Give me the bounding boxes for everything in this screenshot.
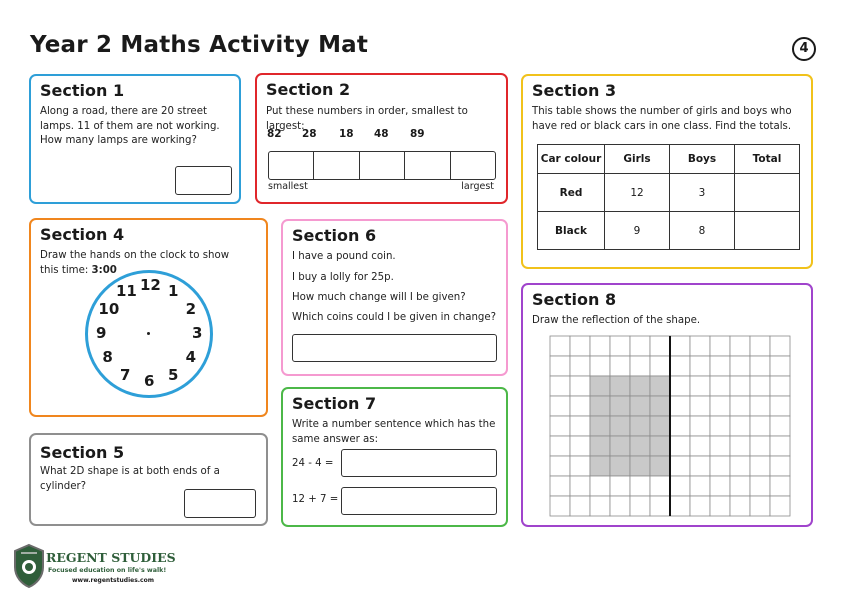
grid-cell[interactable]	[750, 436, 770, 456]
grid-cell[interactable]	[670, 356, 690, 376]
grid-cell[interactable]	[630, 476, 650, 496]
shaded-grid-cell[interactable]	[630, 456, 650, 476]
table-cell: 12	[605, 174, 670, 212]
shaded-grid-cell[interactable]	[650, 416, 670, 436]
grid-cell[interactable]	[650, 496, 670, 516]
shaded-grid-cell[interactable]	[610, 396, 630, 416]
section-5-heading: Section 5	[40, 443, 125, 462]
section-7-heading: Section 7	[292, 394, 377, 413]
grid-cell[interactable]	[690, 456, 710, 476]
grid-cell[interactable]	[550, 416, 570, 436]
shaded-grid-cell[interactable]	[630, 436, 650, 456]
grid-cell[interactable]	[730, 396, 750, 416]
grid-cell[interactable]	[690, 356, 710, 376]
grid-cell[interactable]	[570, 476, 590, 496]
grid-cell[interactable]	[570, 376, 590, 396]
table-cell: 9	[605, 212, 670, 250]
ordering-answer-cell[interactable]	[405, 152, 450, 179]
section-4-heading: Section 4	[40, 225, 125, 244]
grid-cell[interactable]	[570, 496, 590, 516]
grid-cell[interactable]	[750, 336, 770, 356]
section-1-question: Along a road, there are 20 street lamps. 11 of them are not working. How many lamps are working?	[40, 106, 220, 146]
shaded-grid-cell[interactable]	[650, 456, 670, 476]
section-1-answer-box[interactable]	[175, 166, 232, 195]
column-header: Girls	[605, 145, 670, 174]
shaded-grid-cell[interactable]	[590, 396, 610, 416]
grid-cell[interactable]	[690, 436, 710, 456]
logo-name: REGENT STUDIES	[46, 550, 176, 565]
grid-cell[interactable]	[770, 456, 790, 476]
section-6-line: I buy a lolly for 25p.	[292, 272, 394, 283]
grid-cell[interactable]	[770, 396, 790, 416]
grid-cell[interactable]	[610, 496, 630, 516]
grid-cell[interactable]	[750, 376, 770, 396]
grid-cell[interactable]	[730, 376, 750, 396]
shield-crest-icon	[12, 543, 46, 589]
clock[interactable]	[85, 270, 215, 400]
ordering-answer-cell[interactable]	[360, 152, 405, 179]
shaded-grid-cell[interactable]	[590, 416, 610, 436]
section-7-answer-box-2[interactable]	[341, 487, 497, 515]
grid-cell[interactable]	[770, 336, 790, 356]
section-4-card	[29, 218, 268, 417]
grid-cell[interactable]	[670, 436, 690, 456]
shaded-grid-cell[interactable]	[610, 456, 630, 476]
section-2-instruction: Put these numbers in order, smallest to largest:	[266, 106, 468, 132]
section-1-card	[29, 74, 241, 204]
grid-cell[interactable]	[590, 356, 610, 376]
grid-cell[interactable]	[670, 456, 690, 476]
grid-cell[interactable]	[750, 456, 770, 476]
grid-cell[interactable]	[710, 436, 730, 456]
table-row	[538, 212, 800, 250]
grid-cell[interactable]	[550, 476, 570, 496]
grid-cell[interactable]	[550, 396, 570, 416]
section-6-line: Which coins could I be given in change?	[292, 312, 497, 323]
grid-cell[interactable]	[730, 416, 750, 436]
clock-number: 11	[116, 282, 137, 301]
clock-number: 8	[102, 348, 113, 366]
clock-centre-dot	[147, 332, 150, 335]
clock-number: 3	[192, 324, 203, 342]
grid-cell[interactable]	[610, 476, 630, 496]
shaded-grid-cell[interactable]	[610, 376, 630, 396]
largest-label: largest	[461, 181, 494, 192]
shaded-grid-cell[interactable]	[590, 456, 610, 476]
grid-cell[interactable]	[710, 496, 730, 516]
grid-cell[interactable]	[730, 436, 750, 456]
grid-cell[interactable]	[770, 436, 790, 456]
grid-cell[interactable]	[570, 456, 590, 476]
grid-cell[interactable]	[770, 496, 790, 516]
grid-cell[interactable]	[670, 416, 690, 436]
column-header: Total	[735, 145, 800, 174]
grid-cell[interactable]	[710, 456, 730, 476]
shaded-grid-cell[interactable]	[650, 376, 670, 396]
grid-cell[interactable]	[670, 376, 690, 396]
grid-cell[interactable]	[730, 456, 750, 476]
reflection-grid[interactable]	[549, 335, 791, 519]
grid-cell[interactable]	[550, 356, 570, 376]
grid-cell[interactable]	[630, 336, 650, 356]
clock-number: 9	[96, 324, 107, 342]
grid-cell[interactable]	[570, 336, 590, 356]
shaded-grid-cell[interactable]	[630, 416, 650, 436]
clock-number: 1	[168, 282, 179, 301]
grid-cell[interactable]	[750, 396, 770, 416]
grid-cell[interactable]	[690, 416, 710, 436]
grid-cell[interactable]	[770, 416, 790, 436]
target-time: 3:00	[91, 264, 117, 276]
grid-cell[interactable]	[550, 456, 570, 476]
clock-number: 7	[120, 365, 131, 384]
section-2-card	[255, 73, 508, 204]
clock-number: 5	[168, 365, 179, 384]
section-8-card	[521, 283, 813, 527]
shaded-grid-cell[interactable]	[630, 376, 650, 396]
row-label: Red	[538, 174, 605, 212]
number-item: 48	[374, 128, 389, 140]
section-3-card	[521, 74, 813, 269]
clock-number: 12	[140, 276, 161, 294]
smallest-label: smallest	[268, 181, 308, 192]
number-item: 89	[410, 128, 425, 140]
grid-cell[interactable]	[730, 356, 750, 376]
grid-cell[interactable]	[570, 436, 590, 456]
grid-cell[interactable]	[690, 376, 710, 396]
number-sentence: 12 + 7 =	[292, 494, 339, 505]
section-6-card	[281, 219, 508, 376]
column-header: Boys	[670, 145, 735, 174]
shaded-grid-cell[interactable]	[590, 376, 610, 396]
table-cell: 3	[670, 174, 735, 212]
shaded-grid-cell[interactable]	[650, 436, 670, 456]
grid-cell[interactable]	[670, 476, 690, 496]
section-4-question: Draw the hands on the clock to show this time:	[40, 250, 230, 276]
grid-cell[interactable]	[550, 436, 570, 456]
shaded-grid-cell[interactable]	[630, 396, 650, 416]
grid-cell[interactable]	[570, 416, 590, 436]
grid-cell[interactable]	[710, 336, 730, 356]
grid-cell[interactable]	[750, 356, 770, 376]
ordering-answer-row	[268, 151, 496, 180]
total-answer-cell[interactable]	[735, 174, 800, 212]
grid-cell[interactable]	[690, 496, 710, 516]
total-answer-cell[interactable]	[735, 212, 800, 250]
section-5-answer-box[interactable]	[184, 489, 256, 518]
section-6-heading: Section 6	[292, 226, 377, 245]
clock-number: 10	[98, 300, 120, 318]
grid-cell[interactable]	[550, 376, 570, 396]
grid-cell[interactable]	[570, 356, 590, 376]
section-7-question: Write a number sentence which has the same answer as:	[292, 419, 496, 445]
section-3-heading: Section 3	[532, 81, 617, 100]
shaded-grid-cell[interactable]	[610, 436, 630, 456]
grid-cell[interactable]	[710, 376, 730, 396]
grid-cell[interactable]	[710, 416, 730, 436]
grid-cell[interactable]	[750, 496, 770, 516]
section-6-line: I have a pound coin.	[292, 251, 396, 262]
section-7-answer-box-1[interactable]	[341, 449, 497, 477]
grid-cell[interactable]	[730, 476, 750, 496]
grid-cell[interactable]	[650, 476, 670, 496]
grid-cell[interactable]	[630, 496, 650, 516]
section-5-card	[29, 433, 268, 526]
clock-number: 6	[144, 372, 155, 390]
section-7-card	[281, 387, 508, 527]
section-6-answer-box[interactable]	[292, 334, 497, 362]
grid-cell[interactable]	[650, 336, 670, 356]
table-header-row	[538, 145, 800, 174]
number-item: 82	[267, 128, 282, 140]
grid-cell[interactable]	[730, 496, 750, 516]
clock-number: 2	[185, 300, 196, 318]
grid-cell[interactable]	[630, 356, 650, 376]
grid-cell[interactable]	[550, 496, 570, 516]
logo-url: www.regentstudies.com	[72, 577, 154, 584]
number-item: 18	[339, 128, 354, 140]
grid-cell[interactable]	[750, 476, 770, 496]
car-colour-table	[537, 144, 800, 250]
grid-cell[interactable]	[590, 496, 610, 516]
grid-cell[interactable]	[590, 336, 610, 356]
grid-cell[interactable]	[710, 396, 730, 416]
grid-cell[interactable]	[690, 396, 710, 416]
section-8-instruction: Draw the reflection of the shape.	[532, 315, 701, 326]
grid-cell[interactable]	[770, 476, 790, 496]
grid-cell[interactable]	[710, 356, 730, 376]
grid-cell[interactable]	[770, 376, 790, 396]
shaded-grid-cell[interactable]	[590, 436, 610, 456]
grid-cell[interactable]	[690, 336, 710, 356]
column-header: Car colour	[538, 145, 605, 174]
grid-cell[interactable]	[670, 396, 690, 416]
section-6-line: How much change will I be given?	[292, 292, 466, 303]
section-2-heading: Section 2	[266, 80, 351, 99]
grid-cell[interactable]	[610, 356, 630, 376]
section-8-heading: Section 8	[532, 290, 617, 309]
grid-cell[interactable]	[650, 356, 670, 376]
ordering-answer-cell[interactable]	[451, 152, 495, 179]
grid-cell[interactable]	[770, 356, 790, 376]
grid-cell[interactable]	[590, 476, 610, 496]
section-5-question: What 2D shape is at both ends of a cylinder?	[40, 466, 220, 492]
regent-studies-logo	[12, 543, 176, 591]
shaded-grid-cell[interactable]	[610, 416, 630, 436]
table-cell: 8	[670, 212, 735, 250]
grid-cell[interactable]	[710, 476, 730, 496]
number-item: 28	[302, 128, 317, 140]
grid-cell[interactable]	[550, 336, 570, 356]
section-1-heading: Section 1	[40, 81, 125, 100]
section-3-question: This table shows the number of girls and boys who have red or black cars in one class. Find the totals.	[532, 106, 792, 132]
ordering-answer-cell[interactable]	[314, 152, 359, 179]
logo-tagline: Focused education on life's walk!	[48, 567, 167, 574]
grid-cell[interactable]	[570, 396, 590, 416]
grid-cell[interactable]	[610, 336, 630, 356]
page-title: Year 2 Maths Activity Mat	[30, 32, 369, 58]
grid-cell[interactable]	[670, 496, 690, 516]
clock-number: 4	[185, 348, 196, 366]
shaded-grid-cell[interactable]	[650, 396, 670, 416]
table-row	[538, 174, 800, 212]
ordering-answer-cell[interactable]	[269, 152, 314, 179]
row-label: Black	[538, 212, 605, 250]
grid-cell[interactable]	[690, 476, 710, 496]
grid-cell[interactable]	[670, 336, 690, 356]
page-number-badge: 4	[792, 37, 816, 61]
number-sentence: 24 - 4 =	[292, 458, 334, 469]
grid-cell[interactable]	[730, 336, 750, 356]
grid-cell[interactable]	[750, 416, 770, 436]
